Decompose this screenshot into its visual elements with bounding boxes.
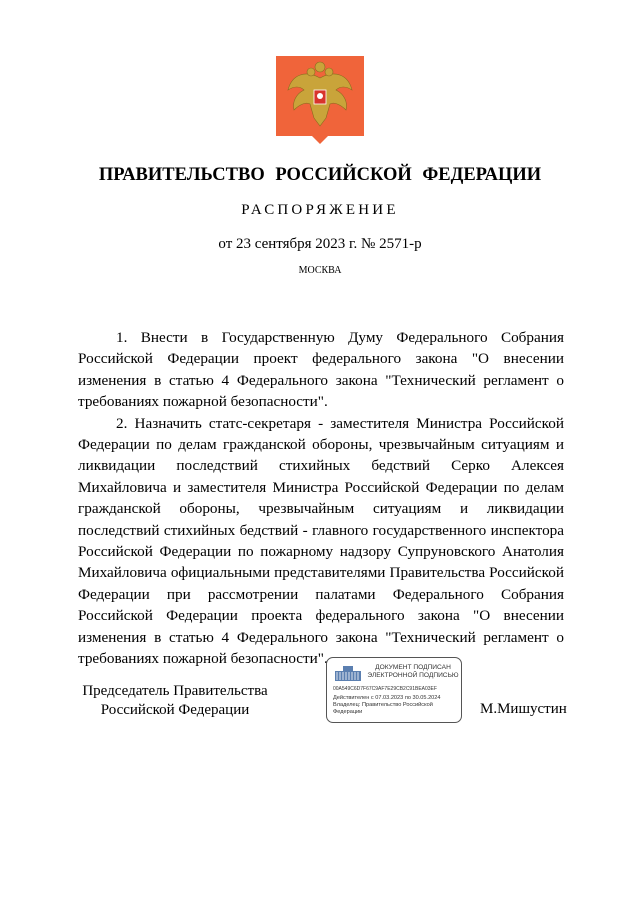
document-date-number: от 23 сентября 2023 г. № 2571-р bbox=[218, 236, 422, 252]
document-body bbox=[78, 327, 564, 670]
electronic-signature-stamp bbox=[326, 657, 462, 723]
stamp-heading-line-2: ЭЛЕКТРОННОЙ ПОДПИСЬЮ bbox=[367, 672, 459, 679]
stamp-heading-line-1: ДОКУМЕНТ ПОДПИСАН bbox=[375, 664, 451, 671]
signatory-name: М.Мишустин bbox=[480, 701, 567, 717]
paragraph-2: 2. Назначить статс-секретаря - заместителя Министра Российской Федерации по делам гражданской обороны, чрезвычайным ситуациям и ликвидации последствий стихийных бедствий Серко Алексея Михайловича и заместителя Министра Российской Федерации по делам гражданской обороны, чрезвычайным ситуациям и ликвидации последствий стихийных бедствий - главного государственного инспектора Российской Федерации по пожарному надзору Супруновского Анатолия Михайловича официальными представителями Правительства Российской Федерации при рассмотрении палатами Федерального Собрания Российской Федерации проекта федерального закона "О внесении изменения в статью 4 Федерального закона "Технический регламент о требованиях пожарной безопасности". bbox=[78, 414, 564, 668]
certificate-validity: Действителен с 07.03.2023 по 30.05.2024 bbox=[333, 695, 441, 701]
certificate-owner: Владелец: Правительство Российской Федерации bbox=[333, 702, 433, 715]
stamp-heading bbox=[367, 664, 459, 680]
coat-of-arms-emblem bbox=[276, 56, 364, 144]
position-line-1: Председатель Правительства bbox=[82, 683, 268, 699]
document-city: МОСКВА bbox=[298, 265, 342, 276]
government-building-icon bbox=[333, 663, 363, 683]
signatory-position bbox=[80, 682, 270, 720]
paragraph-1: 1. Внести в Государственную Думу Федерального Собрания Российской Федерации проект федерального закона "О внесении изменения в статью 4 Федерального закона "Технический регламент о требованиях пожарной безопасности". bbox=[78, 329, 564, 411]
position-line-2: Российской Федерации bbox=[100, 702, 250, 718]
document-type: РАСПОРЯЖЕНИЕ bbox=[241, 202, 399, 218]
page-title: ПРАВИТЕЛЬСТВО РОССИЙСКОЙ ФЕДЕРАЦИИ bbox=[98, 165, 542, 185]
certificate-number: 00A549C6D7F67C9AF7E29CB2C91BEA03EF bbox=[333, 686, 437, 692]
